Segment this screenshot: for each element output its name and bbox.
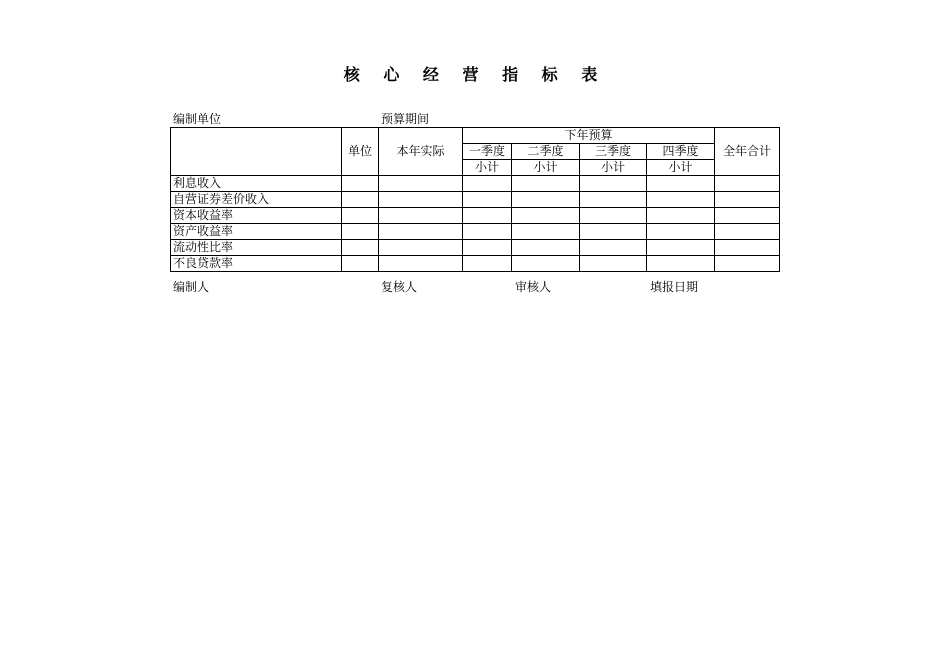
table-cell[interactable] [715,224,780,240]
preparing-unit-label: 编制单位 [173,112,222,126]
table-cell[interactable] [342,256,379,272]
preparer-label: 编制人 [173,280,210,294]
budget-period-label: 预算期间 [381,112,430,126]
table-cell[interactable] [580,176,647,192]
header-q2: 二季度 [512,144,580,160]
page-title: 核 心 经 营 指 标 表 [343,65,607,84]
table-cell[interactable] [715,176,780,192]
table-cell[interactable] [580,192,647,208]
table-cell[interactable] [715,208,780,224]
table-cell[interactable] [379,256,463,272]
table-cell[interactable] [512,208,580,224]
table-cell[interactable] [463,176,512,192]
table-row [171,256,780,272]
table-cell[interactable] [379,176,463,192]
table-row [171,192,780,208]
table-row [171,224,780,240]
table-cell[interactable] [379,224,463,240]
table-cell[interactable] [463,208,512,224]
header-annual-total: 全年合计 [715,128,780,176]
auditor-label: 审核人 [515,280,552,294]
reviewer-label: 复核人 [381,280,418,294]
row-label-return-on-capital: 资本收益率 [171,208,342,224]
header-unit: 单位 [342,128,379,176]
table-cell[interactable] [580,240,647,256]
row-label-return-on-assets: 资产收益率 [171,224,342,240]
table-cell[interactable] [379,208,463,224]
fill-date-label: 填报日期 [650,280,699,294]
table-cell[interactable] [580,256,647,272]
table-cell[interactable] [512,192,580,208]
table-cell[interactable] [580,208,647,224]
table-cell[interactable] [647,192,715,208]
header-q4: 四季度 [647,144,715,160]
table-cell[interactable] [647,208,715,224]
table-cell[interactable] [580,224,647,240]
table-cell[interactable] [647,256,715,272]
header-q4-subtotal: 小计 [647,160,715,176]
header-q1-subtotal: 小计 [463,160,512,176]
header-q2-subtotal: 小计 [512,160,580,176]
table-cell[interactable] [379,240,463,256]
row-label-interest-income: 利息收入 [171,176,342,192]
header-q3: 三季度 [580,144,647,160]
indicator-table [170,127,780,272]
row-label-securities-spread-income: 自营证券差价收入 [171,192,342,208]
table-row [171,176,780,192]
table-cell[interactable] [715,192,780,208]
table-cell[interactable] [647,224,715,240]
header-q3-subtotal: 小计 [580,160,647,176]
header-actual: 本年实际 [379,128,463,176]
table-cell[interactable] [512,224,580,240]
table-row [171,208,780,224]
table-cell[interactable] [379,192,463,208]
header-blank-cell [171,128,342,176]
table-row [171,240,780,256]
table-cell[interactable] [342,192,379,208]
table-cell[interactable] [342,224,379,240]
table-cell[interactable] [342,240,379,256]
row-label-npl-ratio: 不良贷款率 [171,256,342,272]
row-label-liquidity-ratio: 流动性比率 [171,240,342,256]
table-cell[interactable] [342,208,379,224]
table-cell[interactable] [512,240,580,256]
table-cell[interactable] [647,176,715,192]
table-cell[interactable] [342,176,379,192]
table-cell[interactable] [647,240,715,256]
header-row-1 [171,128,780,144]
table-cell[interactable] [715,256,780,272]
table-cell[interactable] [463,192,512,208]
table-cell[interactable] [463,224,512,240]
header-next-year-budget: 下年预算 [463,128,715,144]
table-cell[interactable] [512,176,580,192]
table-cell[interactable] [463,256,512,272]
table-cell[interactable] [715,240,780,256]
table-cell[interactable] [463,240,512,256]
header-q1: 一季度 [463,144,512,160]
table-cell[interactable] [512,256,580,272]
